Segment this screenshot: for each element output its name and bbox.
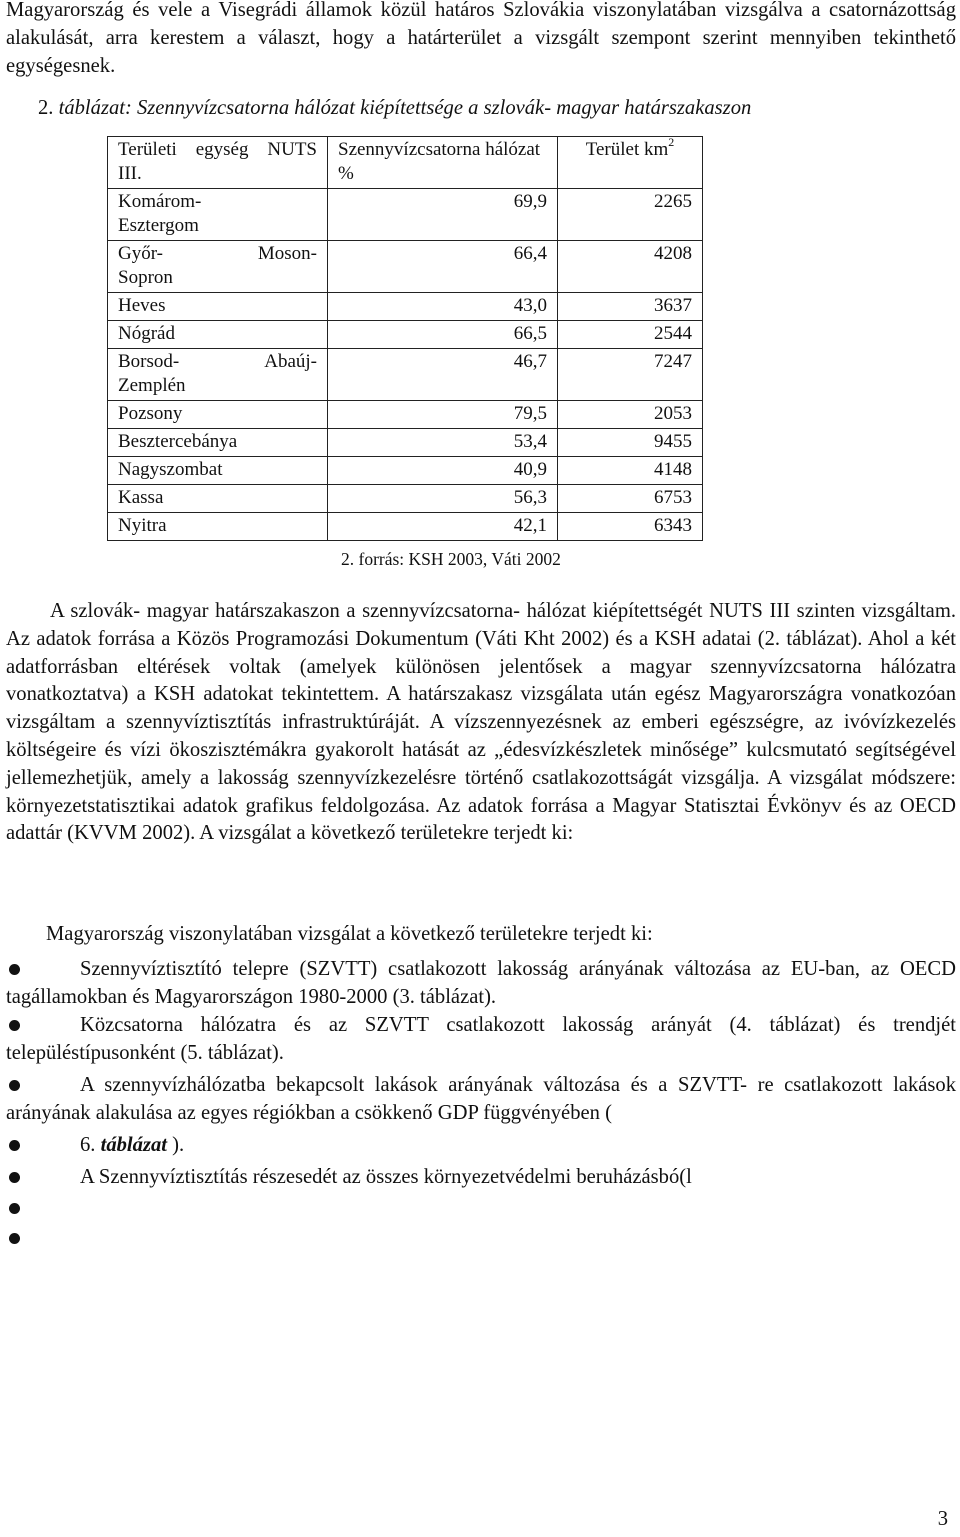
row-name-line1	[118, 242, 317, 266]
header-area-label: Terület km	[585, 139, 669, 160]
header-unit: Területi egység NUTS III.	[108, 137, 328, 189]
table-row	[108, 485, 703, 513]
table-ref-tail: ).	[172, 1134, 185, 1156]
table-header-row	[108, 137, 703, 189]
list-intro: Magyarország viszonylatában vizsgálat a következő területekre terjedt ki:	[46, 923, 653, 945]
row-name	[108, 189, 328, 241]
header-network: Szennyvízcsatorna hálózat %	[328, 137, 558, 189]
row-pct: 46,7	[328, 349, 558, 401]
row-name-part2: Moson-	[257, 243, 317, 264]
row-area: 6753	[558, 485, 703, 513]
table-row	[108, 189, 703, 241]
bullet-text	[6, 1132, 956, 1160]
table-ref-number: 6.	[80, 1134, 96, 1156]
bullet-item	[6, 1164, 956, 1192]
bullet-item	[6, 1012, 956, 1068]
table-row	[108, 241, 703, 293]
row-name-line2: Esztergom	[118, 215, 199, 236]
row-name-part2: Abaúj-	[264, 351, 317, 372]
bullet-dot-icon	[9, 1080, 20, 1091]
table-caption-number: 2.	[38, 97, 54, 119]
bullet-text: A Szennyvíztisztítás részesedét az összes környezetvédelmi beruházásbó(l	[80, 1166, 692, 1188]
bullet-item	[6, 1072, 956, 1128]
row-area: 4148	[558, 457, 703, 485]
row-name-line2: Zemplén	[118, 375, 186, 396]
row-pct: 43,0	[328, 293, 558, 321]
table-row	[108, 513, 703, 541]
sewer-network-table	[107, 136, 703, 541]
row-pct: 79,5	[328, 401, 558, 429]
row-pct: 56,3	[328, 485, 558, 513]
bullet-dot-icon	[9, 1020, 20, 1031]
row-name: Nyitra	[108, 513, 328, 541]
row-name-line1	[118, 350, 317, 374]
body-paragraph: A szlovák- magyar határszakaszon a szennyvízcsatorna- hálózat kiépítettségét NUTS III szinten vizsgáltam. Az adatok forrása a Közös Programozási Dokumentum (Váti Kht 2002) és a KSH adatai (2. táblázat). Ahol a két adatforrásban eltérések voltak (amelyek különösen jelentősek a magyar szennyvízcsatorna hálózatra vonatkoztatva) a KSH adatokat tekintettem. A határszakasz vizsgálata után egész Magyarországra vonatkozóan vizsgáltam a szennyvíztisztítás infrastruktúráját. A vízszennyezésnek az emberi egészségre, az ivóvízkezelés költségeire és vízi ökoszisztémákra gyakorolt hatását az „édesvízkészletek minősége” kulcsmutató segítségével jellemezhetjük, amely a lakosság szennyvízkezelésre történő csatlakozottságát vizsgálja. A vizsgálat módszere: környezetstatisztikai adatok grafikus feldolgozása. Az adatok forrása a Magyar Statisztai Évkönyv és az OECD adattár (KVVM 2002). A vizsgálat a következő területekre terjedt ki:	[6, 600, 956, 845]
table-row	[108, 429, 703, 457]
table-row	[108, 321, 703, 349]
row-name-part1: Győr-	[118, 243, 163, 264]
table-row	[108, 457, 703, 485]
bullet-item	[6, 1132, 956, 1160]
row-area: 2544	[558, 321, 703, 349]
row-area: 2265	[558, 189, 703, 241]
row-area: 3637	[558, 293, 703, 321]
row-pct: 69,9	[328, 189, 558, 241]
header-area	[558, 134, 703, 189]
row-name-part1: Borsod-	[118, 351, 180, 372]
row-area: 4208	[558, 241, 703, 293]
bullet-dot-icon	[9, 1172, 20, 1183]
row-area: 9455	[558, 429, 703, 457]
row-name	[108, 241, 328, 293]
table-row	[108, 401, 703, 429]
row-pct: 42,1	[328, 513, 558, 541]
row-pct: 40,9	[328, 457, 558, 485]
table-row	[108, 293, 703, 321]
row-name-line1: Komárom-	[118, 191, 202, 212]
row-name: Pozsony	[108, 401, 328, 429]
row-pct: 66,4	[328, 241, 558, 293]
bullet-text: A szennyvízhálózatba bekapcsolt lakások arányának változása és a SZVTT- re csatlakozott lakások arányának alakulása az egyes régiókban a csökkenő GDP függvényében (	[6, 1074, 956, 1124]
bullet-dot-icon	[9, 1140, 20, 1151]
table-row	[108, 349, 703, 401]
page-number: 3	[937, 1508, 948, 1530]
bullet-dot-icon	[9, 1203, 20, 1214]
row-pct: 66,5	[328, 321, 558, 349]
table-source: 2. forrás: KSH 2003, Váti 2002	[341, 549, 561, 569]
bullet-dot-icon	[9, 1233, 20, 1244]
bullet-item	[6, 956, 956, 1012]
row-name-line2: Sopron	[118, 267, 173, 288]
row-name: Besztercebánya	[108, 429, 328, 457]
header-area-sup: 2	[668, 134, 675, 149]
bullet-text: Szennyvíztisztító telepre (SZVTT) csatlakozott lakosság arányának változása az EU-ban, az OECD tagállamokban és Magyarországon 1980-2000 (3. táblázat).	[6, 958, 956, 1008]
table-ref-label: táblázat	[100, 1134, 167, 1156]
row-name: Nógrád	[108, 321, 328, 349]
row-name: Kassa	[108, 485, 328, 513]
row-name: Nagyszombat	[108, 457, 328, 485]
row-area: 6343	[558, 513, 703, 541]
table-caption-text: táblázat: Szennyvízcsatorna hálózat kiépítettsége a szlovák- magyar határszakaszon	[58, 97, 752, 119]
intro-paragraph: Magyarország és vele a Visegrádi államok közül határos Szlovákia viszonylatában vizsgálva a csatornázottság alakulását, arra kerestem a választ, hogy a határterület a vizsgált szempont szerint mennyiben tekinthető egységesnek.	[6, 0, 956, 77]
row-name	[108, 349, 328, 401]
row-area: 2053	[558, 401, 703, 429]
table-caption	[38, 97, 938, 120]
bullet-text: Közcsatorna hálózatra és az SZVTT csatlakozott lakosság arányát (4. táblázat) és trendjét településtípusonként (5. táblázat).	[6, 1014, 956, 1064]
row-area: 7247	[558, 349, 703, 401]
row-name: Heves	[108, 293, 328, 321]
row-pct: 53,4	[328, 429, 558, 457]
bullet-dot-icon	[9, 964, 20, 975]
